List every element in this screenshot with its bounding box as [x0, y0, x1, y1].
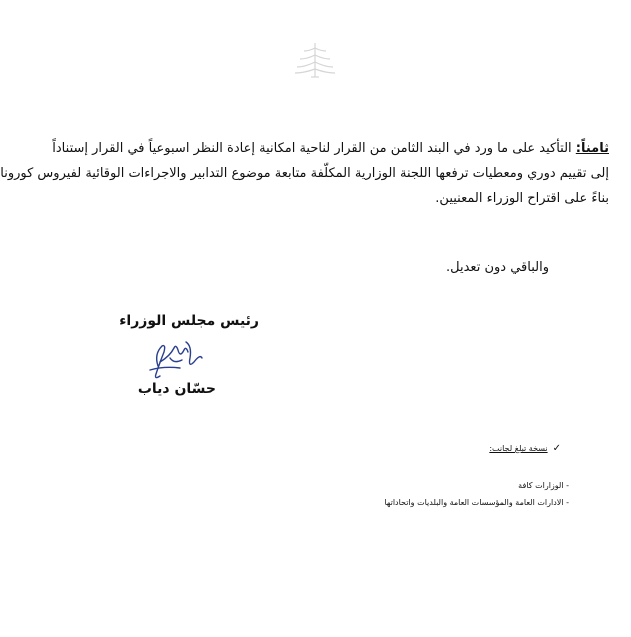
- decision-line-1: [19, 136, 609, 161]
- decision-line-2: إلى تقييم دوري ومعطيات ترفعها اللجنة الوزارية المكلّفة متابعة موضوع التدابير والاجراءات الوقائية لفيروس كورونا: [0, 166, 609, 181]
- decision-paragraph: [0, 136, 609, 211]
- distribution-header: [489, 443, 561, 454]
- decision-lead-label: ثامناً:: [575, 141, 609, 156]
- checkmark-icon: ✓: [552, 443, 561, 454]
- decision-line-3: بناءً على اقتراح الوزراء المعنيين.: [435, 191, 609, 206]
- signatory-title: رئيس مجلس الوزراء: [119, 313, 259, 329]
- decision-line-1-text: التأكيد على ما ورد في البند الثامن من القرار لناحية امكانية إعادة النظر اسبوعياً في القرار إستناداً: [52, 141, 572, 156]
- distribution-list: [384, 477, 569, 511]
- distribution-item: - الوزارات كافة: [518, 481, 569, 490]
- cedar-emblem-icon: [292, 40, 338, 80]
- remainder-note: والباقي دون تعديل.: [446, 260, 549, 275]
- distribution-header-text: نسخة تبلغ لجانب:: [489, 444, 548, 453]
- handwritten-signature: [140, 336, 220, 384]
- distribution-item: - الادارات العامة والمؤسسات العامة والبلديات واتحاداتها: [384, 498, 569, 507]
- signatory-name: حسّان دياب: [137, 381, 216, 397]
